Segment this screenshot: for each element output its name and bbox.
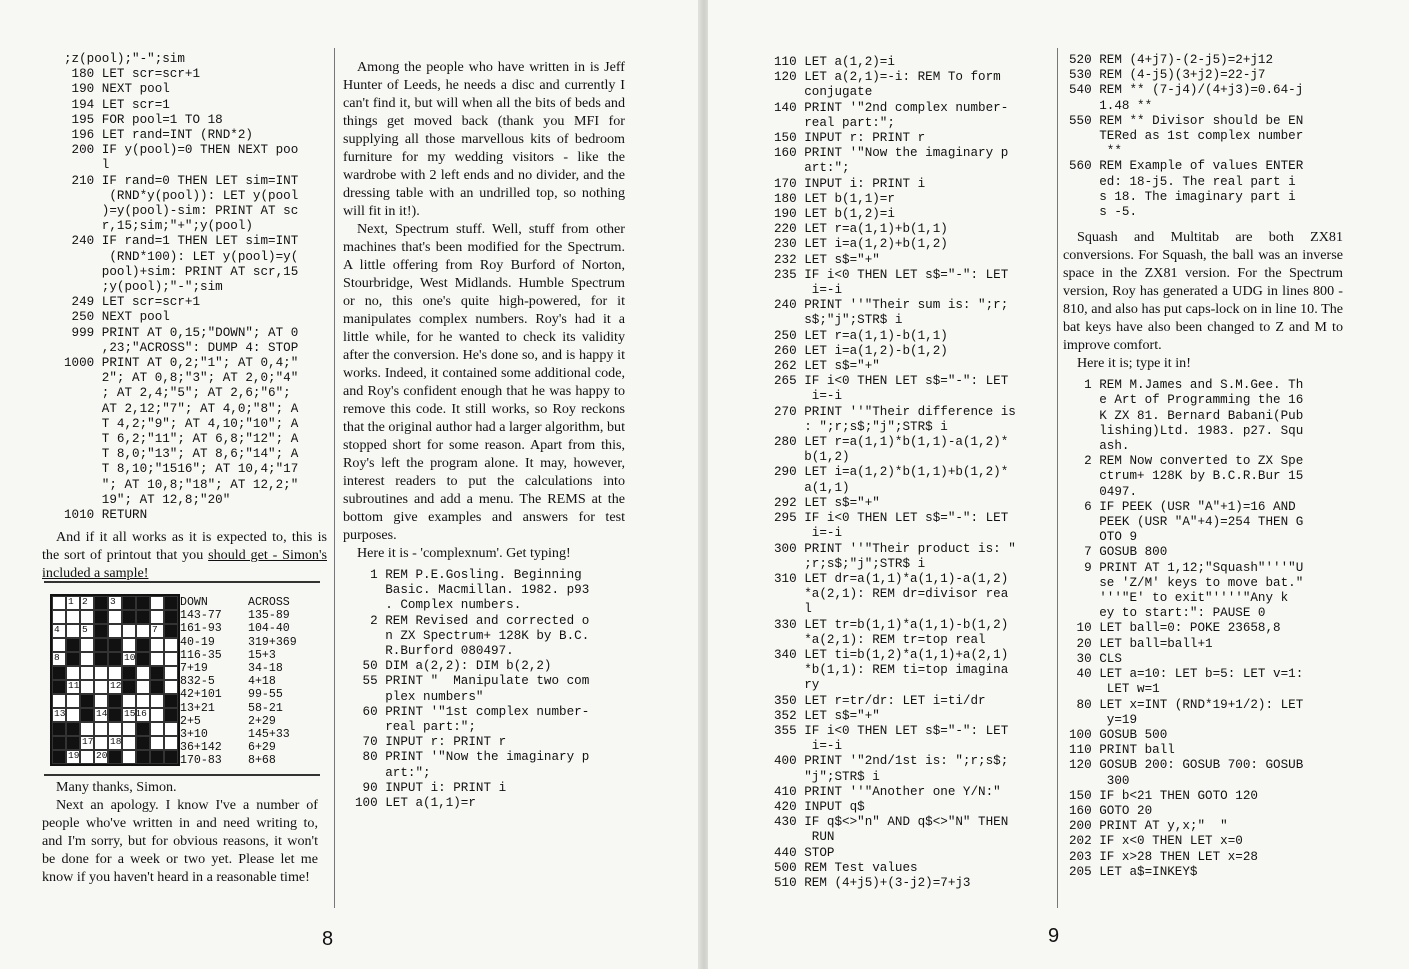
listing-complexnum-part2: 110 LET a(1,2)=i 120 LET a(2,1)=-i: REM To form conjugate 140 PRINT '"2nd complex number- real part:"; 150 INPUT r: PRINT r 160 PRINT '"Now the imaginary p art:"; 170 INPUT i: PRINT i 180 LET b(1,1)=r 190 LET b(1,2)=i 220 LET r=a(1,1)+b(1,1) 230 LET i=a(1,2)+b(1,2) 232 LET s$="+" 235 IF i<0 THEN LET s$="-": LET i=-i 240 PRINT ''"Their sum is: ";r; s$;"j";STR$ i 250 LET r=a(1,1)-b(1,1) 260 LET i=a(1,2)-b(1,2) 262 LET s$="+" 265 IF i<0 THEN LET s$="-": LET i=-i 270 PRINT ''"Their difference is : ";r;s$;"j";STR$ i 280 LET r=a(1,1)*b(1,1)-a(1,2)* b(1,2) 290 LET i=a(1,2)*b(1,1)+b(1,2)* a(1,1) 292 LET s$="+" 295 IF i<0 THEN LET s$="-": LET i=-i 300 PRINT ''"Their product is: " ;r;s$;"j";STR$ i 310 LET dr=a(1,1)*a(1,1)-a(1,2) *a(2,1): REM dr=divisor rea l 330 LET tr=b(1,1)*a(1,1)-b(1,2) *a(2,1): REM tr=top real 340 LET ti=b(1,2)*a(1,1)+a(2,1) *b(1,1): REM ti=top imagina ry 350 LET r=tr/dr: LET i=ti/dr 352 LET s$="+" 355 IF i<0 THEN LET s$="-": LET i=-i 400 PRINT '"2nd/1st is: ";r;s$; "j";STR$ i 410 PRINT ''"Another one Y/N:" 420 INPUT q$ 430 IF q$<>"n" AND q$<>"N" THEN RUN 440 STOP 500 REM Test values 510 REM (4+j5)+(3-j2)=7+j3 [774,55,1016,890]
letters-paragraph-1: Among the people who have written in is Jeff Hunter of Leeds, he needs a disc and currently I can't find it, but will when all the bits of beds and things get moved back (thank you MFI for supplying all those marvellous kits of bedroom furniture for my wedding visitors - like the wardrobe with 2 left ends and no divider, and the dressing table with an undrilled top, so nothing will fit in it!). [343,59,625,219]
grid-cell [80,624,94,638]
grid-number: 8 [54,652,60,663]
grid-cell [150,666,164,680]
grid-cell [150,680,164,694]
grid-cell [80,750,94,764]
grid-cell [164,722,178,736]
grid-cell [122,596,136,610]
grid-cell [122,694,136,708]
grid-cell [94,722,108,736]
grid-cell [150,596,164,610]
grid-cell [108,666,122,680]
grid-cell [52,624,66,638]
divider-bottom-sample [44,774,320,776]
grid-cell [94,596,108,610]
grid-cell [94,736,108,750]
grid-cell [150,736,164,750]
grid-number: 10 [124,652,136,663]
grid-cell [66,722,80,736]
grid-cell [136,638,150,652]
grid-cell [122,610,136,624]
grid-cell [108,680,122,694]
grid-cell [52,596,66,610]
grid-cell [94,624,108,638]
grid-cell [80,680,94,694]
grid-number: 2 [82,596,88,607]
answers-down-list: 143-77 161-93 40-19 116-35 7+19 832-5 42+101 13+21 2+5 3+10 36+142 170-83 [180,609,222,768]
listing-crossword-code: ;z(pool);"-";sim 180 LET scr=scr+1 190 NEXT pool 194 LET scr=1 195 FOR pool=1 TO 18 196 LET rand=INT (RND*2) 200 IF y(pool)=0 THEN NEXT poo l 210 IF rand=0 THEN LET sim=INT (RND*y(pool)): LET y(pool )=y(pool)-sim: PRINT AT sc r,15;sim;"+";y(pool) 240 IF rand=1 THEN LET sim=INT (RND*100): LET y(pool)=y( pool)+sim: PRINT AT scr,15 ;y(pool);"-";sim 249 LET scr=scr+1 250 NEXT pool 999 PRINT AT 0,15;"DOWN"; AT 0 ,23;"ACROSS": DUMP 4: STOP 1000 PRINT AT 0,2;"1"; AT 0,4;" 2"; AT 0,8;"3"; AT 2,0;"4" ; AT 2,4;"5"; AT 2,6;"6"; AT 2,12;"7"; AT 4,0;"8"; A T 4,2;"9"; AT 4,10;"10"; A T 6,2;"11"; AT 6,8;"12"; A T 8,0;"13"; AT 8,6;"14"; A T 8,10;"1516"; AT 10,4;"17 "; AT 10,8;"18"; AT 12,2;" 19"; AT 12,8;"20" 1010 RETURN [64,52,299,523]
grid-number: 18 [110,736,122,747]
grid-cell [52,652,66,666]
grid-cell [52,708,66,722]
grid-cell [80,708,94,722]
grid-cell [164,652,178,666]
grid-cell [80,610,94,624]
left-column-2 [343,58,625,811]
grid-number: 12 [110,680,122,691]
grid-cell [136,722,150,736]
crossword-intro-a: And if it all works as it is expected to, this is the sort of printout that you [42,529,327,564]
grid-cell [122,722,136,736]
apology-paragraph: Next an apology. I know I've a number of people who've written in and need writing to, and I'm sorry, but for obvious reasons, it won't be done for a week or two yet. Please let me know if you haven't heard in a reasonable time! [42,797,318,885]
letters-text [343,58,625,562]
grid-cell [52,694,66,708]
grid-cell [66,666,80,680]
grid-cell [66,624,80,638]
left-column-1 [42,52,327,582]
grid-cell [66,736,80,750]
grid-cell [52,680,66,694]
grid-cell [80,652,94,666]
grid-cell [136,694,150,708]
column-divider-right [1057,48,1058,908]
grid-cell [80,596,94,610]
grid-cell [52,638,66,652]
grid-cell [136,596,150,610]
grid-cell [94,750,108,764]
column-divider-left [334,48,335,908]
grid-number: 1 [68,596,74,607]
grid-cell [164,736,178,750]
grid-cell [66,750,80,764]
listing-test-values: 520 REM (4+j7)-(2-j5)=2+j12 530 REM (4-j5)(3+j2)=22-j7 540 REM ** (7-j4)/(4+j3)=0.64-j 1.48 ** 550 REM ** Divisor should be EN TERed as 1st complex number ** 560 REM Example of values ENTER ed: 18-j5. The real part i s 18. The imaginary part i s -5. [1069,53,1304,220]
grid-cell [52,722,66,736]
grid-cell [108,750,122,764]
left-page [0,0,700,969]
grid-cell [164,610,178,624]
grid-cell [164,694,178,708]
squash-intro-text [1063,228,1343,372]
thanks-paragraph: Many thanks, Simon. [56,779,177,795]
grid-cell [108,736,122,750]
squash-paragraph-1: Squash and Multitab are both ZX81 conversions. For Squash, the ball was an inverse space in the ZX81 version. For the Spectrum version, Roy has generated a UDG in lines 800 - 810, and also has put caps-lock on in line 10. The bat keys have also been changed to Z and M to improve comfort. [1063,229,1343,354]
grid-number: 3 [110,596,116,607]
grid-cell [66,680,80,694]
grid-cell [150,610,164,624]
grid-cell [108,722,122,736]
letters-paragraph-3: Here it is - 'complexnum'. Get typing! [357,545,571,561]
grid-cell [94,694,108,708]
answers-across [248,596,297,768]
page-number-right: 9 [1048,925,1060,947]
grid-cell [108,652,122,666]
grid-cell [122,624,136,638]
right-column-1 [774,55,1054,891]
right-page [708,0,1409,969]
grid-cell [66,638,80,652]
grid-cell [108,624,122,638]
grid-number: 7 [152,624,158,635]
grid-cell [94,610,108,624]
grid-cell [94,680,108,694]
grid-cell [136,736,150,750]
grid-cell [108,638,122,652]
listing-complexnum-part1: 1 REM P.E.Gosling. Beginning Basic. Macmillan. 1982. p93 . Complex numbers. 2 REM Revised and corrected o n ZX Spectrum+ 128K by B.C. R.Burford 080497. 50 DIM a(2,2): DIM b(2,2) 55 PRINT " Manipulate two com plex numbers" 60 PRINT '"1st complex number- real part:"; 70 INPUT r: PRINT r 80 PRINT '"Now the imaginary p art:"; 90 INPUT i: PRINT i 100 LET a(1,1)=r [355,568,590,811]
grid-cell [164,708,178,722]
grid-cell [164,596,178,610]
grid-cell [66,708,80,722]
grid-cell [80,722,94,736]
grid-cell [122,652,136,666]
answers-across-list: 135-89 104-40 319+369 15+3 34-18 4+18 99-55 58-21 2+29 145+33 6+29 8+68 [248,609,297,768]
letters-paragraph-2: Next, Spectrum stuff. Well, stuff from other machines that's been modified for the Spectrum. A little offering from Roy Burford of Norton, Stourbridge, West Midlands. Humble Spectrum or no, this one's quite high-powered, for it manipulates complex numbers. Roy's had it a little while, for he wanted to check its validity after the conversion. He's done so, and is happy it works. Indeed, it contained some additional code, and Roy's confident enough that he was happy to remove this code. It still works, so Roy reckons that the original author had a larger algorithm, but stopped short for some reason. Apart from this, Roy's left the program alone. It may, however, interest readers to put the calculations into subroutines and add a menu. The REMS at the bottom give examples and answers for test purposes. [343,221,625,543]
grid-cell [80,694,94,708]
answers-down [180,596,222,768]
grid-cell [164,638,178,652]
right-column-2 [1063,53,1343,880]
grid-cell [150,750,164,764]
grid-cell [80,666,94,680]
grid-cell [136,666,150,680]
grid-number: 20 [96,750,108,761]
grid-cell [164,666,178,680]
answers-across-header: ACROSS [248,596,290,609]
grid-cell [122,708,147,722]
grid-cell [80,638,94,652]
grid-cell [150,708,164,722]
grid-cell [122,680,136,694]
grid-number: 13 [54,708,66,719]
grid-cell [122,736,136,750]
listing-squash: 1 REM M.James and S.M.Gee. Th e Art of Programming the 16 K ZX 81. Bernard Babani(Pub lishing)Ltd. 1983. p27. Squ ash. 2 REM Now converted to ZX Spe ctrum+ 128K by B.C.R.Bur 15 0497. 6 IF PEEK (USR "A"+1)=16 AND PEEK (USR "A"+4)=254 THEN G OTO 9 7 GOSUB 800 9 PRINT AT 1,12;"Squash"'''"U se 'Z/M' keys to move bat." '''"E' to exit"''''"Any k ey to start:": PAUSE 0 10 LET ball=0: POKE 23658,8 20 LET ball=ball+1 30 CLS 40 LET a=10: LET b=5: LET v=1: LET w=1 80 LET x=INT (RND*19+1/2): LET y=19 100 GOSUB 500 110 PRINT ball 120 GOSUB 200: GOSUB 700: GOSUB 300 150 IF b<21 THEN GOTO 120 160 GOTO 20 200 PRINT AT y,x;" " 202 IF x<0 THEN LET x=0 203 IF x>28 THEN LET x=28 205 LET a$=INKEY$ [1069,378,1304,879]
grid-number: 1516 [124,708,147,719]
page-number-left: 8 [322,928,334,950]
grid-cell [136,750,150,764]
grid-cell [66,694,80,708]
grid-number: 11 [68,680,80,691]
grid-cell [108,610,122,624]
grid-cell [94,638,108,652]
grid-cell [136,652,150,666]
grid-cell [94,652,108,666]
grid-cell [122,638,136,652]
grid-cell [94,666,108,680]
grid-cell [66,596,80,610]
grid-cell [150,652,164,666]
crossword-intro-text [42,528,327,582]
grid-cell [150,624,164,638]
grid-cell [150,722,164,736]
crossword-intro-b: should get - Simon's included a sample! [42,547,327,582]
squash-paragraph-2: Here it is; type it in! [1077,355,1191,372]
grid-number: 19 [68,750,80,761]
grid-cell [52,750,66,764]
answers-down-header: DOWN [180,596,208,609]
grid-cell [122,750,136,764]
divider-top-sample [44,581,320,583]
grid-cell [150,638,164,652]
grid-number: 5 [82,624,88,635]
grid-cell [80,736,94,750]
grid-cell [164,680,178,694]
crossword-grid [50,594,180,766]
grid-cell [108,596,122,610]
grid-cell [164,750,178,764]
grid-cell [52,666,66,680]
grid-cell [136,610,150,624]
grid-cell [94,708,108,722]
grid-cell [52,736,66,750]
grid-cell [52,610,66,624]
grid-cell [108,694,122,708]
grid-cell [136,624,150,638]
apology-text [42,778,318,886]
grid-cell [136,708,150,722]
grid-cell [66,610,80,624]
grid-cell [66,652,80,666]
grid-cell [122,666,136,680]
grid-cell [164,624,178,638]
grid-cell [136,680,150,694]
grid-cell [150,694,164,708]
grid-cell [108,708,122,722]
grid-number: 17 [82,736,94,747]
grid-number: 4 [54,624,60,635]
grid-number: 14 [96,708,108,719]
